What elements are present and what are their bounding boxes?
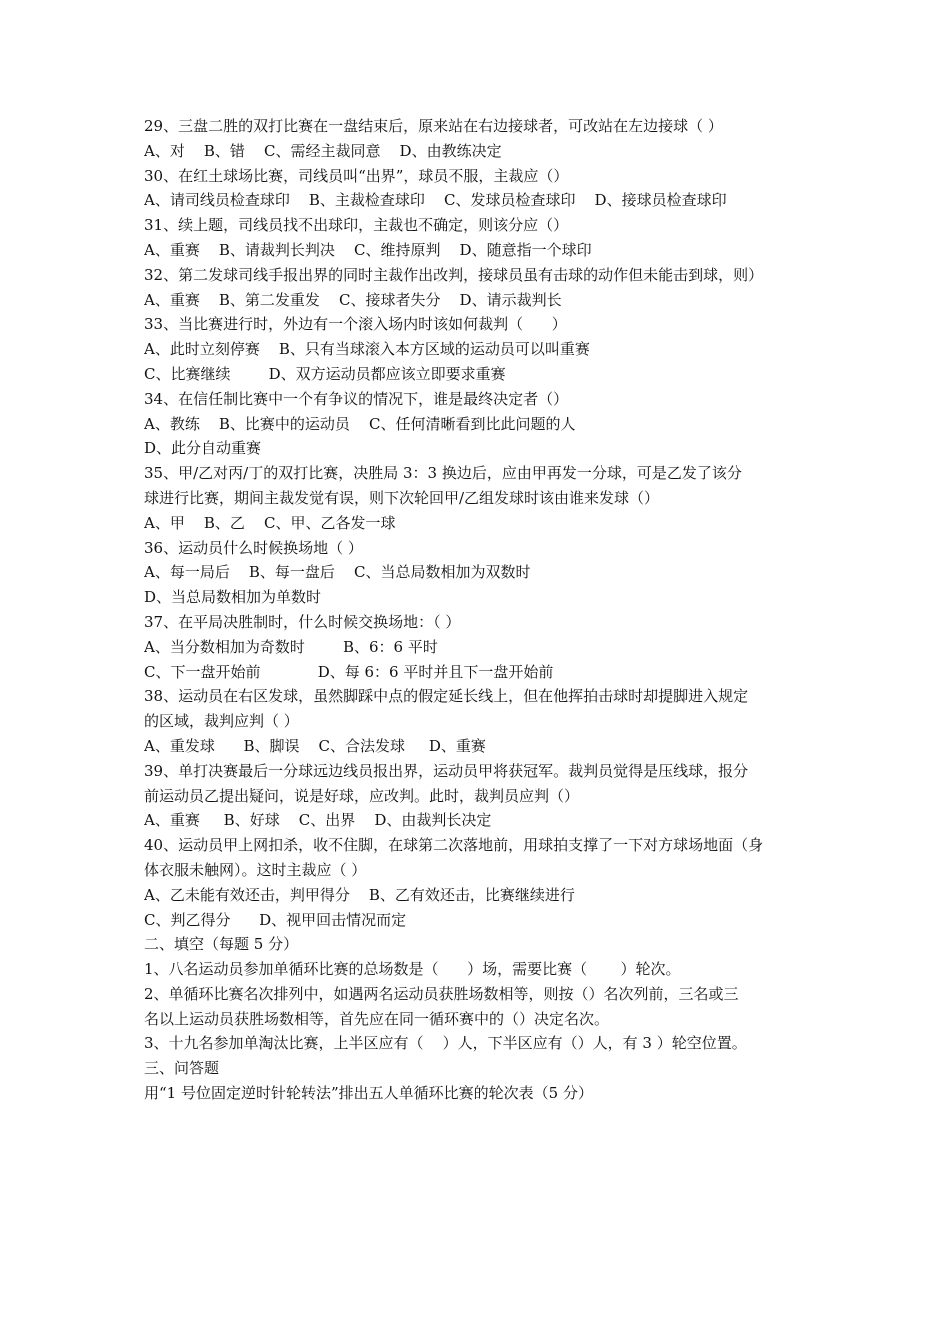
- section-qa-heading: 三、问答题: [144, 1059, 220, 1078]
- options-30: A、请司线员检查球印 B、主裁检查球印 C、发球员检查球印 D、接球员检查球印: [144, 191, 727, 210]
- question-39-part2: 前运动员乙提出疑问，说是好球，应改判。此时，裁判员应判（）: [144, 786, 580, 805]
- options-34-d: D、此分自动重赛: [144, 439, 262, 458]
- options-40-a: A、乙未能有效还击，判甲得分 B、乙有效还击，比赛继续进行: [144, 885, 575, 904]
- document-page: [144, 114, 814, 1106]
- options-33-a: A、此时立刻停赛 B、只有当球滚入本方区域的运动员可以叫重赛: [144, 340, 590, 359]
- question-35-part1: 35、甲/乙对丙/丁的双打比赛，决胜局 3：3 换边后，应由甲再发一分球，可是乙发了该分: [144, 464, 742, 483]
- question-39-part1: 39、单打决赛最后一分球远边线员报出界，运动员甲将获冠军。裁判员觉得是压线球，报分: [144, 761, 749, 780]
- question-29: 29、三盘二胜的双打比赛在一盘结束后，原来站在右边接球者，可改站在左边接球（ ）: [144, 117, 723, 135]
- options-39: A、重赛 B、好球 C、出界 D、由裁判长决定: [144, 811, 492, 830]
- options-35: A、甲 B、乙 C、甲、乙各发一球: [144, 513, 396, 532]
- question-38-part1: 38、运动员在右区发球，虽然脚踩中点的假定延长线上，但在他挥拍击球时却提脚进入规定: [144, 687, 749, 706]
- fill-in-1: 1、八名运动员参加单循环比赛的总场数是（ ）场，需要比赛（ ）轮次。: [144, 960, 681, 979]
- fill-in-3: 3、十九名参加单淘汰比赛，上半区应有（ ）人，下半区应有（）人，有 3 ）轮空位置。: [144, 1034, 747, 1053]
- options-33-c: C、比赛继续 D、双方运动员都应该立即要求重赛: [144, 364, 506, 383]
- options-34-a: A、教练 B、比赛中的运动员 C、任何清晰看到比此问题的人: [144, 414, 576, 433]
- question-37: 37、在平局决胜制时，什么时候交换场地：（ ）: [144, 612, 461, 631]
- options-36-d: D、当总局数相加为单数时: [144, 588, 322, 607]
- options-32: A、重赛 B、第二发重发 C、接球者失分 D、请示裁判长: [144, 290, 562, 309]
- question-40-part1: 40、运动员甲上网扣杀，收不住脚，在球第二次落地前，用球拍支撑了一下对方球场地面（身: [144, 836, 764, 855]
- options-38: A、重发球 B、脚误 C、合法发球 D、重赛: [144, 736, 486, 755]
- question-38-part2: 的区域，裁判应判（ ）: [144, 712, 299, 731]
- options-31: A、重赛 B、请裁判长判决 C、维持原判 D、随意指一个球印: [144, 240, 592, 259]
- question-33: 33、当比赛进行时，外边有一个滚入场内时该如何裁判（ ）: [144, 315, 567, 334]
- question-36: 36、运动员什么时候换场地（ ）: [144, 538, 363, 557]
- options-40-c: C、判乙得分 D、视甲回击情况而定: [144, 910, 407, 929]
- question-32: 32、第二发球司线手报出界的同时主裁作出改判，接球员虽有击球的动作但未能击到球，则）: [144, 265, 764, 284]
- fill-in-2-part1: 2、单循环比赛名次排列中，如遇两名运动员获胜场数相等，则按（）名次列前，三名或三: [144, 984, 739, 1003]
- fill-in-2-part2: 名以上运动员获胜场数相等，首先应在同一循环赛中的（）决定名次。: [144, 1009, 610, 1028]
- options-29: A、对 B、错 C、需经主裁同意 D、由教练决定: [144, 141, 502, 160]
- question-35-part2: 球进行比赛，期间主裁发觉有误，则下次轮回甲/乙组发球时该由谁来发球（）: [144, 488, 660, 507]
- options-36-a: A、每一局后 B、每一盘后 C、当总局数相加为双数时: [144, 563, 531, 582]
- section-fill-in-heading: 二、填空（每题 5 分）: [144, 935, 299, 954]
- question-34: 34、在信任制比赛中一个有争议的情况下，谁是最终决定者（）: [144, 389, 569, 408]
- options-37-c: C、下一盘开始前 D、每 6：6 平时并且下一盘开始前: [144, 662, 554, 681]
- qa-1: 用“1 号位固定逆时针轮转法”排出五人单循环比赛的轮次表（5 分）: [144, 1084, 593, 1103]
- question-40-part2: 体衣服未触网）。这时主裁应（ ）: [144, 860, 367, 879]
- question-31: 31、续上题，司线员找不出球印，主裁也不确定，则该分应（）: [144, 216, 569, 235]
- options-37-a: A、当分数相加为奇数时 B、6：6 平时: [144, 637, 438, 656]
- question-30: 30、在红土球场比赛，司线员叫“出界”，球员不服，主裁应（）: [144, 166, 569, 185]
